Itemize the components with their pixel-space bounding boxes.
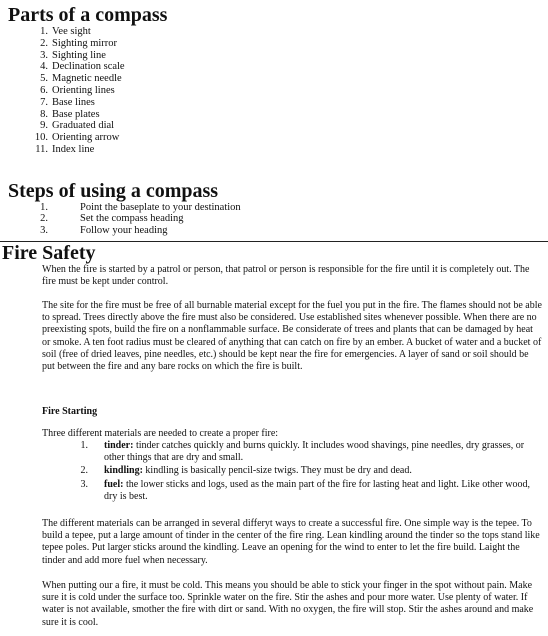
list-item: 2. kindling: kindling is basically pencil-size twigs. They must be dry and dead. xyxy=(80,465,412,477)
steps-heading: Steps of using a compass xyxy=(8,180,219,202)
list-item: 7. Base lines xyxy=(40,96,95,108)
list-item: 2. Set the compass heading xyxy=(40,213,184,225)
fire-safety-heading: Fire Safety xyxy=(2,242,96,264)
list-item: 1. Point the baseplate to your destination xyxy=(40,202,241,213)
list-item: 3. fuel: the lower sticks and logs, used as the main part of the fire for lasting heat and light. Like other wood, dry is best. xyxy=(80,478,531,502)
list-item: 8. Base plates xyxy=(40,108,100,120)
list-item: 6. Orienting lines xyxy=(40,84,115,96)
list-item: 9. Graduated dial xyxy=(40,120,115,132)
paragraph-responsibility: When the fire is started by a patrol or person, that patrol or person is responsible for the fire until it is completely out. The fire must be kept under control. xyxy=(42,264,530,288)
parts-list xyxy=(34,26,125,156)
list-item: 3. Sighting line xyxy=(40,49,106,61)
parts-heading: Parts of a compass xyxy=(8,4,168,26)
paragraph-site: The site for the fire must be free of all burnable material except for the fuel you put in the fire. The flames should not be able to spread. Trees directly above the fire must also be considered. Use established sites whenever possible. When there are no preexisting spots, build the fire on a nonflammable surface. Be considerate of trees and plants that can be damaged by heat or smoke. A ten foot radius must be cleared of anything that can catch on fire by an ember. A bucket of water and a bucket of soil (free of dried leaves, pine needles, etc.) should be kept near the fire for emergencies. A layer of sand or soil should be put between the fire and any bare rocks on which the fire is built. xyxy=(42,300,542,373)
list-item: 11. Index line xyxy=(35,143,95,155)
list-item: 1. tinder: tinder catches quickly and burns quickly. It includes wood shavings, pine needles, dry grasses, or other things that are dry and small. xyxy=(80,440,525,464)
materials-list xyxy=(74,440,542,504)
list-item: 1. Vee sight xyxy=(40,26,91,37)
list-item: 2. Sighting mirror xyxy=(40,37,118,49)
fire-starting-subheading: Fire Starting xyxy=(42,406,98,417)
list-item: 3. Follow your heading xyxy=(40,224,168,236)
paragraph-tepee: The different materials can be arranged in several differyt ways to create a successful fire. One simple way is the tepee. To build a tepee, put a large amount of tinder in the center of the fire ring. Lean kindling around the tinder so the tops stand like tepee poles. Put larger sticks around the kindling. Leave an opening for the wind to enter to let the fire build. Laight the tinder and add more fuel when necessary. xyxy=(42,518,540,566)
list-item: 4. Declination scale xyxy=(40,61,125,73)
steps-list xyxy=(38,202,241,236)
list-item: 5. Magnetic needle xyxy=(40,73,122,85)
paragraph-materials-intro: Three different materials are needed to create a proper fire: xyxy=(42,428,279,439)
list-item: 10. Orienting arrow xyxy=(34,132,120,144)
paragraph-extinguish: When putting our a fire, it must be cold. This means you should be able to stick your finger in the spot without pain. Make sure it is cold under the surface too. Sprinkle water on the fire. Stir the ashes and pour more water. Use plenty of water. If water is not available, smother the fire with dirt or sand. With no oxygen, the fire will stop. Stir the ashes around and make sure it is cool. xyxy=(42,580,534,628)
